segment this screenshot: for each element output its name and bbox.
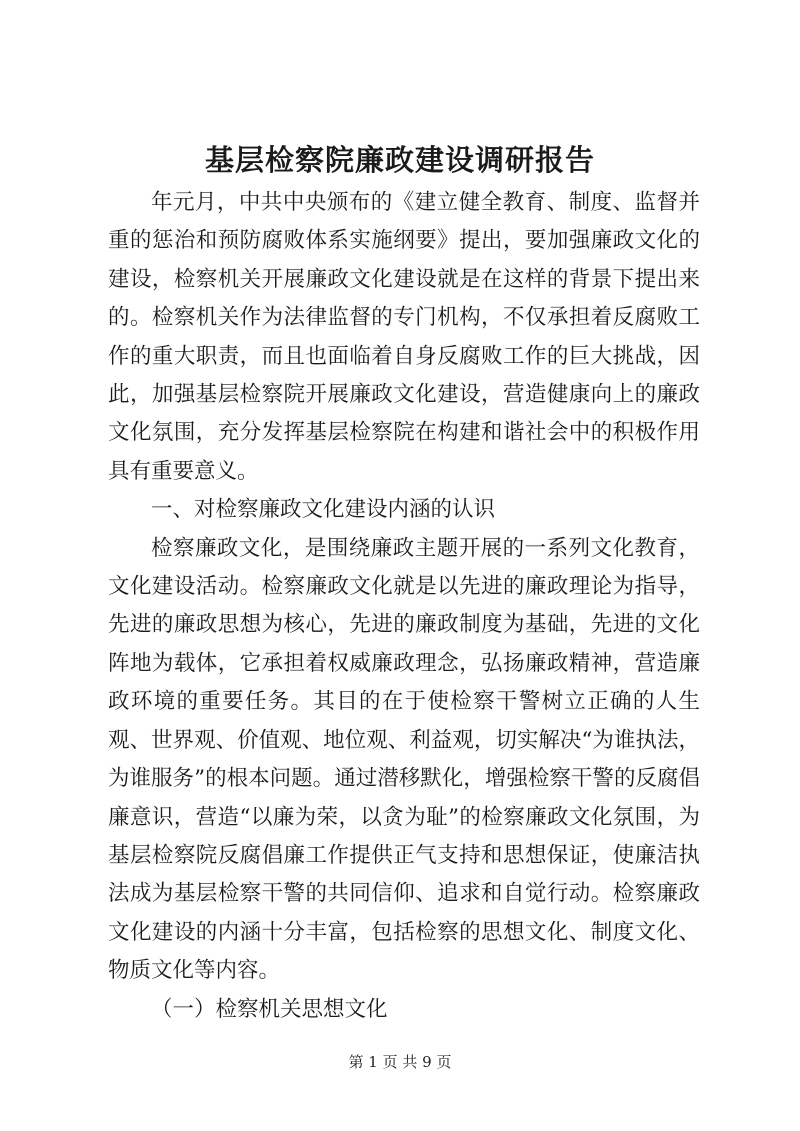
document-body [108, 184, 700, 1029]
document-title: 基层检察院廉政建设调研报告 [204, 143, 595, 177]
paragraph-connotation: 检察廉政文化，是围绕廉政主题开展的一系列文化教育，文化建设活动。检察廉政文化就是以先进的廉政理论为指导，先进的廉政思想为核心，先进的廉政制度为基础，先进的文化阵地为载体，它承担着权威廉政理念，弘扬廉政精神，营造廉政环境的重要任务。其目的在于使检察干警树立正确的人生观、世界观、价值观、地位观、利益观，切实解决“为谁执法，为谁服务”的根本问题。通过潜移默化，增强检察干警的反腐倡廉意识，营造“以廉为荣，以贪为耻”的检察廉政文化氛围，为基层检察院反腐倡廉工作提供正气支持和思想保证，使廉洁执法成为基层检察干警的共同信仰、追求和自觉行动。检察廉政文化建设的内涵十分丰富，包括检察的思想文化、制度文化、物质文化等内容。 [108, 535, 700, 984]
subsection-heading-1: （一）检察机关思想文化 [151, 996, 388, 1022]
paragraph-intro: 年元月，中共中央颁布的《建立健全教育、制度、监督并重的惩治和预防腐败体系实施纲要》提出，要加强廉政文化的建设，检察机关开展廉政文化建设就是在这样的背景下提出来的。检察机关作为法律监督的专门机构，不仅承担着反腐败工作的重大职责，而且也面临着自身反腐败工作的巨大挑战，因此，加强基层检察院开展廉政文化建设，营造健康向上的廉政文化氛围，充分发挥基层检察院在构建和谐社会中的积极作用具有重要意义。 [108, 190, 700, 484]
section-heading-1: 一、对检察廉政文化建设内涵的认识 [151, 497, 496, 523]
page-footer: 第 1 页 共 9 页 [348, 1053, 452, 1071]
